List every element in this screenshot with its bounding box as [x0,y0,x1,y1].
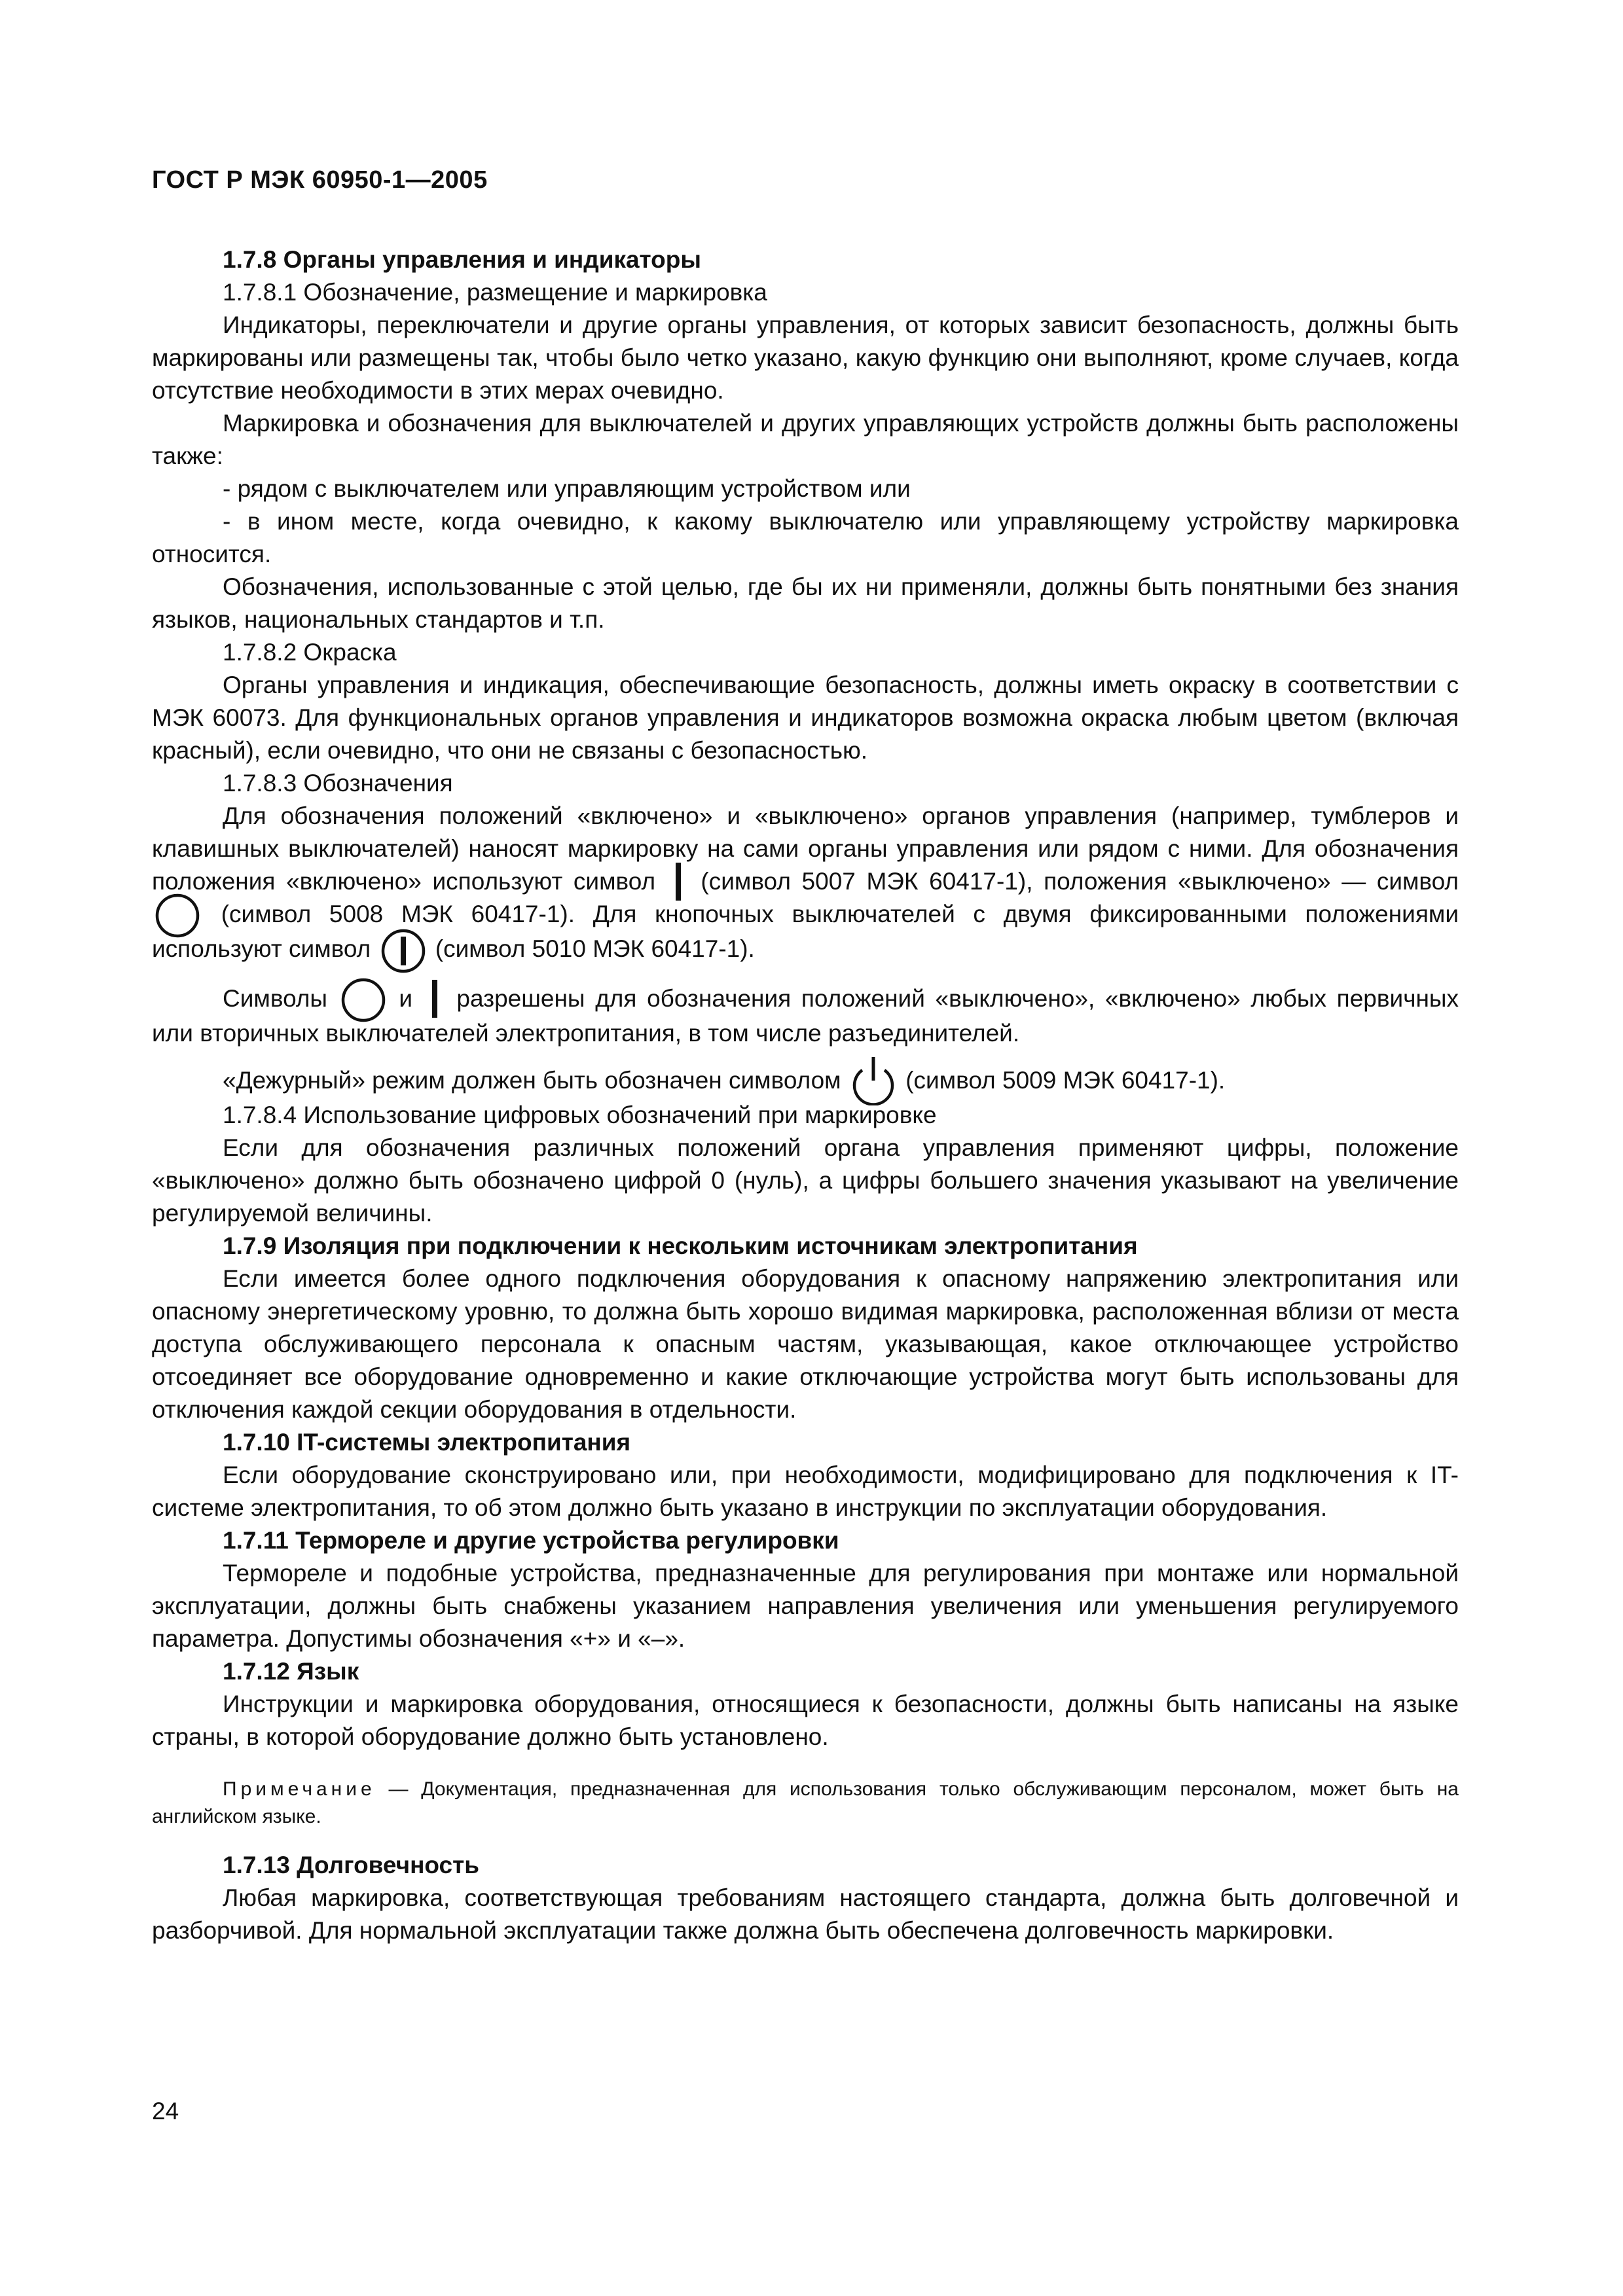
page-number: 24 [152,2098,179,2125]
circle-icon [340,974,386,1024]
paragraph-text: (символ 5010 МЭК 60417-1). [435,935,755,963]
paragraph-text: Символы [223,984,328,1012]
paragraph-text: разрешены для обозначения положений «выключено», «включено» любых первичных или вторичных выключателей электропитания, в том числе разъединителей. [152,984,1459,1047]
note-label: Примечание [223,1778,376,1801]
list-item: - рядом с выключателем или управляющим устройством или [223,475,911,502]
paragraph: Если оборудование сконструировано или, при необходимости, модифицировано для подключения к IT-системе электропитания, то об этом должно быть указано в инструкции по эксплуатации оборудования. [152,1462,1459,1522]
circle-icon [155,889,200,939]
paragraph: Если для обозначения различных положений органа управления применяют цифры, положение «выключено» должно быть обозначено цифрой 0 (нуль), а цифры большего значения указывают на увеличение регулируемой величины. [152,1134,1459,1227]
circle-with-bar-icon [380,925,426,975]
note-text: — Документация, предназначенная для использования только обслуживающим персоналом, может быть на английском языке. [152,1778,1459,1828]
vertical-bar-icon [432,980,437,1018]
paragraph-text: «Дежурный» режим должен быть обозначен символом [223,1066,841,1094]
paragraph: Любая маркировка, соответствующая требованиям настоящего стандарта, должна быть долговечной и разборчивой. Для нормальной эксплуатации также должна быть обеспечена долговечность маркировки. [152,1884,1459,1945]
paragraph: Маркировка и обозначения для выключателей и других управляющих устройств должны быть расположены также: [152,410,1459,469]
section-heading-1-7-12: 1.7.12 Язык [223,1658,359,1685]
paragraph: Индикаторы, переключатели и другие органы управления, от которых зависит безопасность, должны быть маркированы или размещены так, чтобы было четко указано, какую функцию они выполняют, кроме случаев, когда отсутствие необходимости в этих мерах очевидно. [152,312,1459,404]
section-heading-1-7-9: 1.7.9 Изоляция при подключении к нескольким источникам электропитания [223,1232,1138,1260]
paragraph-symbols [152,1064,1459,1099]
paragraph: Органы управления и индикация, обеспечивающие безопасность, должны иметь окраску в соответствии с МЭК 60073. Для функциональных органов управления и индикаторов возможна окраска любым цветом (включая красный), если очевидно, что они не связаны с безопасностью. [152,672,1459,764]
power-standby-icon [850,1056,896,1105]
subsection-heading-1-7-8-2: 1.7.8.2 Окраска [223,639,397,666]
paragraph-text: (символ 5008 МЭК 60417-1). Для кнопочных выключателей с двумя фиксированными положениями используют символ [152,901,1459,963]
paragraph-symbols [152,982,1459,1050]
paragraph-text: и [399,984,413,1012]
subsection-heading-1-7-8-1: 1.7.8.1 Обозначение, размещение и маркировка [223,279,767,306]
note [152,1776,1459,1831]
vertical-bar-icon [676,863,681,901]
paragraph-text: (символ 5009 МЭК 60417-1). [905,1066,1226,1094]
paragraph: Термореле и подобные устройства, предназначенные для регулирования при монтаже или нормальной эксплуатации, должны быть снабжены указанием направления увеличения или уменьшения регулируемого параметра. Допустимы обозначения «+» и «–». [152,1560,1459,1653]
section-heading-1-7-11: 1.7.11 Термореле и другие устройства регулировки [223,1527,839,1554]
paragraph: Обозначения, использованные с этой целью, где бы их ни применяли, должны быть понятными без знания языков, национальных стандартов и т.п. [152,573,1459,633]
list-item: - в ином месте, когда очевидно, к какому выключателю или управляющему устройству маркировка относится. [152,508,1459,567]
subsection-heading-1-7-8-3: 1.7.8.3 Обозначения [223,770,453,797]
section-heading-1-7-10: 1.7.10 IT-системы электропитания [223,1429,631,1456]
subsection-heading-1-7-8-4: 1.7.8.4 Использование цифровых обозначений при маркировке [223,1102,937,1129]
paragraph: Инструкции и маркировка оборудования, относящиеся к безопасности, должны быть написаны на языке страны, в которой оборудование должно быть установлено. [152,1691,1459,1751]
document-body [152,243,1459,1947]
document-header: ГОСТ Р МЭК 60950-1—2005 [152,166,488,194]
section-heading-1-7-8: 1.7.8 Органы управления и индикаторы [223,246,701,273]
section-heading-1-7-13: 1.7.13 Долговечность [223,1852,479,1879]
paragraph-text: Для обозначения положений «включено» и «выключено» органов управления (например, тумблеров и клавишных выключателей) наносят маркировку на сами органы управления или рядом с ними. Для обозначения положения «включено» используют символ [152,802,1459,895]
paragraph-symbols [152,800,1459,968]
paragraph: Если имеется более одного подключения оборудования к опасному напряжению электропитания или опасному энергетическому уровню, то должна быть хорошо видимая маркировка, расположенная вблизи от места доступа обслуживающего персонала к опасным частям, указывающая, какое отключающее устройство отсоединяет все оборудование одновременно и какие отключающие устройства могут быть использованы для отключения каждой секции оборудования в отдельности. [152,1265,1459,1424]
paragraph-text: (символ 5007 МЭК 60417-1), положения «выключено» — символ [701,868,1459,895]
